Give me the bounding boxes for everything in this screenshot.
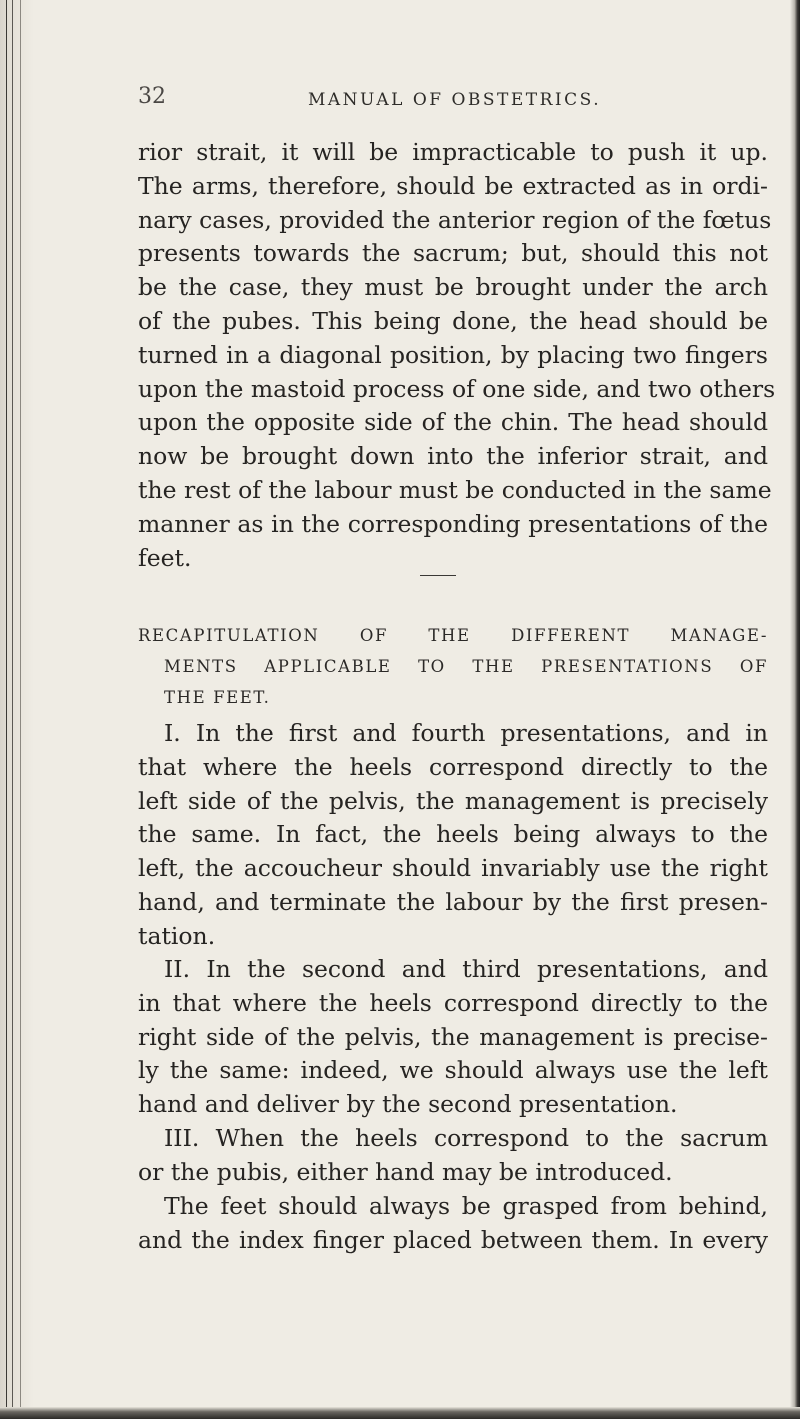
text-line: upon the opposite side of the chin. The head should xyxy=(138,408,768,437)
gutter-line xyxy=(12,0,13,1419)
text-line: II. In the second and third presentations, and xyxy=(164,955,768,983)
text-line: turned in a diagonal position, by placing two fingers xyxy=(138,340,768,369)
text-line: left side of the pelvis, the management is precisely xyxy=(138,786,768,815)
text-line: right side of the pelvis, the management is precise- xyxy=(138,1022,768,1051)
text-line: the same. In fact, the heels being always to the xyxy=(138,820,768,849)
text-line: or the pubis, either hand may be introduced. xyxy=(138,1157,673,1186)
paragraph-4 xyxy=(138,1122,768,1190)
running-head: MANUAL OF OBSTETRICS. xyxy=(308,90,602,110)
gutter-line xyxy=(6,0,7,1419)
text-line: tation. xyxy=(138,921,216,950)
page-gutter xyxy=(0,0,34,1419)
heading-line: THE FEET. xyxy=(164,688,271,707)
text-line: left, the accoucheur should invariably use the right xyxy=(138,854,768,883)
text-line: upon the mastoid process of one side, and two others xyxy=(138,374,776,403)
section-heading xyxy=(138,620,768,713)
text-line: ly the same: indeed, we should always use the left xyxy=(138,1056,768,1085)
text-line: hand, and terminate the labour by the first presen- xyxy=(138,887,768,916)
text-line: of the pubes. This being done, the head should be xyxy=(138,306,768,335)
text-line: be the case, they must be brought under the arch xyxy=(138,273,768,302)
text-line: manner as in the corresponding presentations of the xyxy=(138,509,768,538)
text-line: The feet should always be grasped from behind, xyxy=(164,1192,768,1220)
text-line: presents towards the sacrum; but, should this not xyxy=(138,239,768,268)
text-line: feet. xyxy=(138,543,192,572)
page-header xyxy=(0,84,800,120)
paragraph-1 xyxy=(138,136,776,575)
section-divider xyxy=(420,575,456,576)
text-line: III. When the heels correspond to the sacrum xyxy=(164,1124,768,1152)
text-line: hand and deliver by the second presentation. xyxy=(138,1090,678,1119)
heading-line: RECAPITULATION OF THE DIFFERENT MANAGE- xyxy=(138,626,768,645)
text-line: in that where the heels correspond directly to the xyxy=(138,988,768,1017)
paragraph-3 xyxy=(138,953,768,1122)
paragraph-5 xyxy=(138,1190,768,1258)
text-line: that where the heels correspond directly to the xyxy=(138,752,768,781)
paragraph-2 xyxy=(138,717,768,954)
page-number: 32 xyxy=(138,84,166,109)
page-right-edge xyxy=(790,0,800,1419)
text-line: The arms, therefore, should be extracted as in ordi- xyxy=(138,171,768,200)
heading-line: MENTS APPLICABLE TO THE PRESENTATIONS OF xyxy=(164,657,768,676)
text-line: rior strait, it will be impracticable to push it up. xyxy=(138,138,768,166)
text-line: the rest of the labour must be conducted in the same xyxy=(138,475,772,504)
text-line: I. In the first and fourth presentations, and in xyxy=(164,719,768,747)
text-line: and the index finger placed between them. In every xyxy=(138,1225,768,1254)
gutter-line xyxy=(20,0,21,1419)
text-line: nary cases, provided the anterior region of the fœtus xyxy=(138,205,772,234)
text-line: now be brought down into the inferior strait, and xyxy=(138,442,768,471)
page-bottom-edge xyxy=(0,1407,800,1419)
